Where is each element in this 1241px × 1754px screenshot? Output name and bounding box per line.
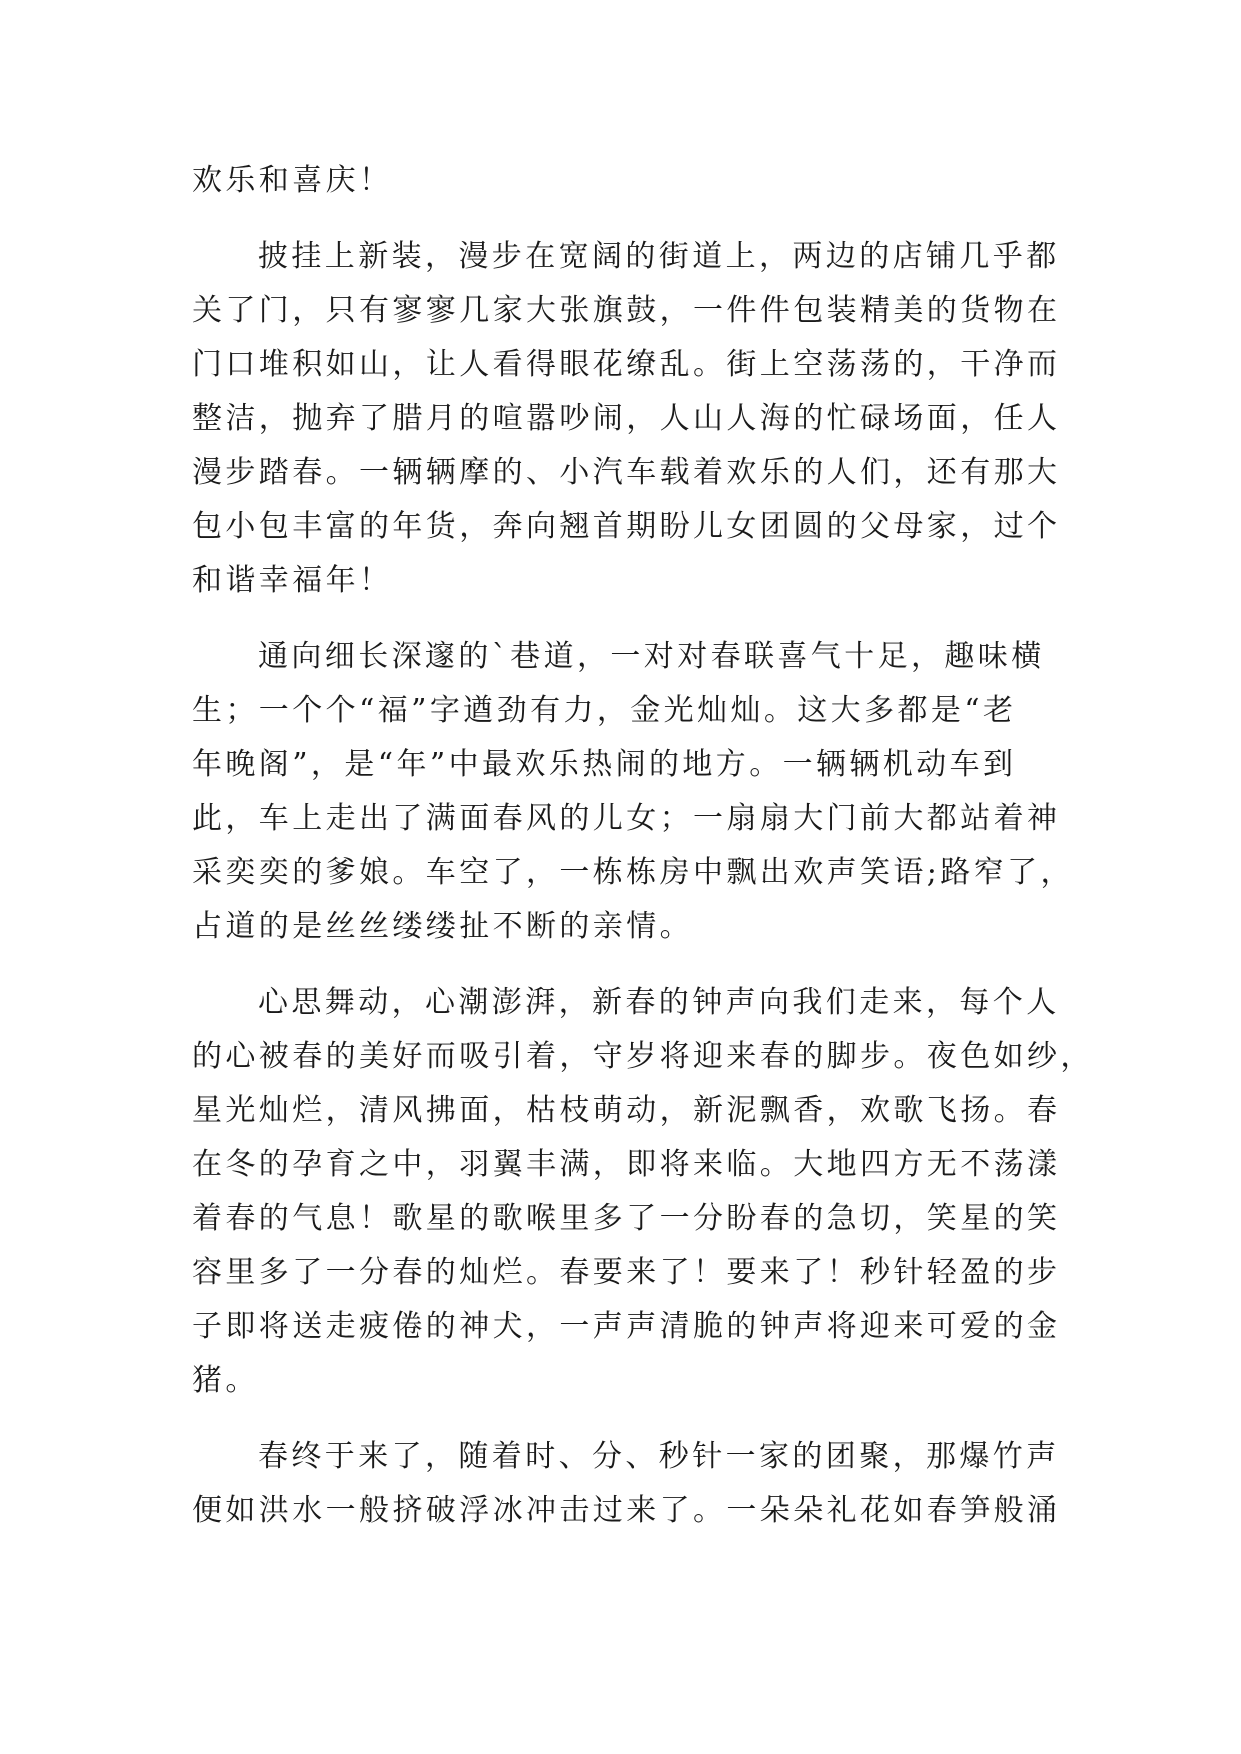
- text-line: 在冬的孕育之中，羽翼丰满，即将来临。大地四方无不荡漾: [192, 1147, 1061, 1182]
- text-line: 猪。: [192, 1363, 259, 1398]
- text-line: 的心被春的美好而吸引着，守岁将迎来春的脚步。夜色如纱，: [192, 1039, 1094, 1074]
- text-line: 漫步踏春。一辆辆摩的、小汽车载着欢乐的人们，还有那大: [192, 455, 1061, 490]
- text-line: 此，车上走出了满面春风的儿女；一扇扇大门前大都站着神: [192, 801, 1061, 836]
- text-line: 关了门，只有寥寥几家大张旗鼓，一件件包装精美的货物在: [192, 293, 1061, 328]
- body-text: [192, 154, 1094, 1538]
- text-line: 欢乐和喜庆！: [192, 163, 393, 198]
- text-line: 容里多了一分春的灿烂。春要来了！要来了！秒针轻盈的步: [192, 1255, 1061, 1290]
- text-line: 披挂上新装，漫步在宽阔的街道上，两边的店铺几乎都: [258, 239, 1060, 274]
- paragraph-3: [192, 630, 1074, 954]
- text-line: 心思舞动，心潮澎湃，新春的钟声向我们走来，每个人: [258, 985, 1060, 1020]
- text-line: 采奕奕的爹娘。车空了，一栋栋房中飘出欢声笑语;路窄了，: [192, 855, 1074, 890]
- text-line: 着春的气息！歌星的歌喉里多了一分盼春的急切，笑星的笑: [192, 1201, 1061, 1236]
- text-line: 星光灿烂，清风拂面，枯枝萌动，新泥飘香，欢歌飞扬。春: [192, 1093, 1061, 1128]
- paragraph-1: [192, 154, 1052, 208]
- text-line: 门口堆积如山，让人看得眼花缭乱。街上空荡荡的，干净而: [192, 347, 1061, 382]
- text-line: 生；一个个“福”字遒劲有力，金光灿灿。这大多都是“老: [192, 693, 1017, 728]
- text-line: 整洁，抛弃了腊月的喧嚣吵闹，人山人海的忙碌场面，任人: [192, 401, 1061, 436]
- text-line: 包小包丰富的年货，奔向翘首期盼儿女团圆的父母家，过个: [192, 509, 1061, 544]
- paragraph-5: [192, 1430, 1061, 1538]
- paragraph-4: [192, 976, 1094, 1408]
- paragraph-2: [192, 230, 1061, 608]
- text-line: 通向细长深邃的`巷道，一对对春联喜气十足，趣味横: [258, 639, 1045, 674]
- text-line: 子即将送走疲倦的神犬，一声声清脆的钟声将迎来可爱的金: [192, 1309, 1061, 1344]
- text-line: 春终于来了，随着时、分、秒针一家的团聚，那爆竹声: [258, 1439, 1060, 1474]
- text-line: 占道的是丝丝缕缕扯不断的亲情。: [192, 909, 693, 944]
- text-line: 年晚阁”，是“年”中最欢乐热闹的地方。一辆辆机动车到: [192, 747, 1017, 782]
- text-line: 和谐幸福年！: [192, 563, 393, 598]
- text-line: 便如洪水一般挤破浮冰冲击过来了。一朵朵礼花如春笋般涌: [192, 1493, 1061, 1528]
